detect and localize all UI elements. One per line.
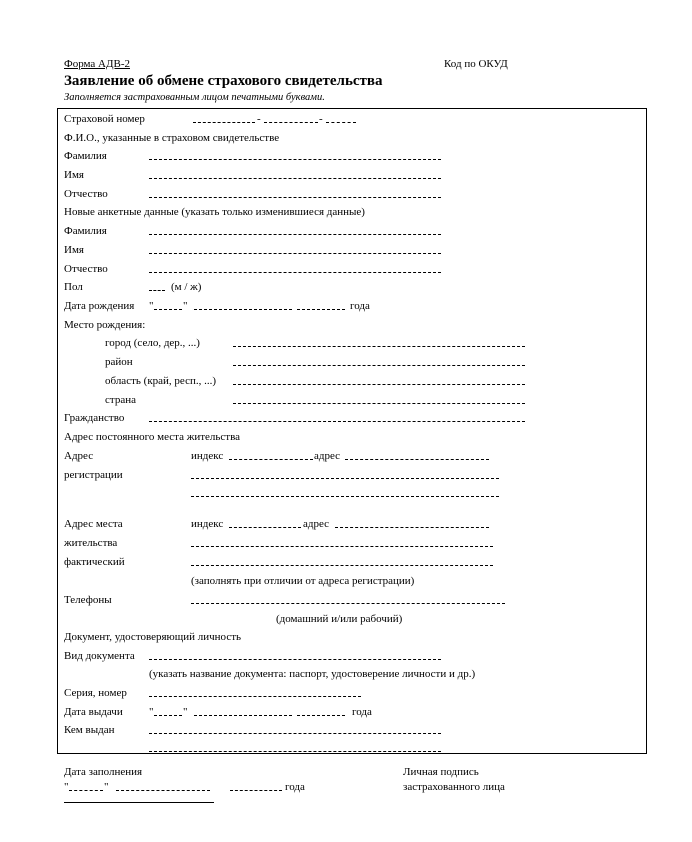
reg-address-field-1[interactable] [345, 451, 489, 460]
reg-address-label-2: регистрации [64, 469, 123, 481]
birth-date-label: Дата рождения [64, 300, 135, 312]
reg-index-label: индекс [191, 450, 224, 462]
insurance-number-part2[interactable] [264, 114, 318, 123]
patronymic-field[interactable] [149, 189, 441, 198]
page-title: Заявление об обмене страхового свидетельства [64, 73, 383, 89]
surname-field[interactable] [149, 151, 441, 160]
page-subtitle: Заполняется застрахованным лицом печатными буквами. [64, 92, 325, 103]
actual-address-label-1: Адрес места [64, 518, 123, 530]
city-label: город (село, дер., ...) [105, 337, 200, 349]
sex-hint: (м / ж) [171, 281, 202, 293]
city-field[interactable] [233, 338, 525, 347]
series-number-label: Серия, номер [64, 687, 127, 699]
insurance-number-part1[interactable] [193, 114, 255, 123]
new-data-heading: Новые анкетные данные (указать только изменившиеся данные) [64, 206, 365, 218]
name-label: Имя [64, 169, 84, 181]
fill-date-label: Дата заполнения [64, 766, 143, 778]
sex-label: Пол [64, 281, 83, 293]
actual-index-field[interactable] [229, 519, 301, 528]
new-patronymic-label: Отчество [64, 263, 108, 275]
region-field[interactable] [233, 376, 525, 385]
signature-label-2: застрахованного лица [403, 781, 505, 793]
new-name-label: Имя [64, 244, 84, 256]
doc-type-label: Вид документа [64, 650, 135, 662]
region-label: область (край, респ., ...) [105, 375, 217, 387]
issue-year-field[interactable] [297, 707, 345, 716]
new-patronymic-field[interactable] [149, 264, 441, 273]
reg-address-field-2[interactable] [191, 470, 499, 479]
issue-date-close-quote: " [183, 706, 188, 718]
actual-address-label-3: фактический [64, 556, 125, 568]
phones-field[interactable] [191, 595, 505, 604]
reg-address-label-1: Адрес [64, 450, 94, 462]
insurance-dash-1: - [257, 113, 261, 125]
district-label: район [105, 356, 133, 368]
permanent-address-heading: Адрес постоянного места жительства [64, 431, 241, 443]
phones-hint: (домашний и/или рабочий) [276, 613, 403, 625]
fill-year-field[interactable] [230, 782, 282, 791]
issued-by-field-1[interactable] [149, 725, 441, 734]
actual-address-label-2: жительства [64, 537, 118, 549]
birth-place-heading: Место рождения: [64, 319, 146, 331]
fill-month-field[interactable] [116, 782, 210, 791]
issue-date-label: Дата выдачи [64, 706, 123, 718]
new-surname-field[interactable] [149, 226, 441, 235]
patronymic-label: Отчество [64, 188, 108, 200]
birth-day-field[interactable] [154, 301, 182, 310]
issue-day-field[interactable] [154, 707, 182, 716]
fill-date-underline [64, 802, 214, 803]
citizenship-label: Гражданство [64, 412, 125, 424]
series-number-field[interactable] [149, 688, 361, 697]
fill-year-word: года [285, 781, 305, 793]
country-field[interactable] [233, 395, 525, 404]
doc-type-field[interactable] [149, 651, 441, 660]
country-label: страна [105, 394, 136, 406]
issued-by-label: Кем выдан [64, 724, 115, 736]
phones-label: Телефоны [64, 594, 112, 606]
id-document-heading: Документ, удостоверяющий личность [64, 631, 242, 643]
signature-label-1: Личная подпись [403, 766, 479, 778]
actual-address-field-3[interactable] [191, 557, 493, 566]
new-surname-label: Фамилия [64, 225, 107, 237]
reg-index-field[interactable] [229, 451, 313, 460]
birth-date-open-quote: " [149, 300, 154, 312]
sex-field[interactable] [149, 282, 165, 291]
fio-heading: Ф.И.О., указанные в страховом свидетельстве [64, 132, 280, 144]
citizenship-field[interactable] [149, 413, 525, 422]
surname-label: Фамилия [64, 150, 107, 162]
issue-month-field[interactable] [194, 707, 292, 716]
insurance-dash-2: - [319, 113, 323, 125]
doc-type-hint: (указать название документа: паспорт, удостоверение личности и др.) [149, 668, 476, 680]
issued-by-field-2[interactable] [149, 743, 441, 752]
birth-year-field[interactable] [297, 301, 345, 310]
birth-month-field[interactable] [194, 301, 292, 310]
reg-address-field-3[interactable] [191, 488, 499, 497]
actual-address-word: адрес [303, 518, 330, 530]
new-name-field[interactable] [149, 245, 441, 254]
insurance-number-label: Страховой номер [64, 113, 145, 125]
actual-index-label: индекс [191, 518, 224, 530]
insurance-number-check[interactable] [326, 114, 356, 123]
okud-code: Код по ОКУД [444, 58, 508, 70]
fill-day-field[interactable] [69, 782, 103, 791]
district-field[interactable] [233, 357, 525, 366]
form-code: Форма АДВ-2 [64, 58, 130, 70]
actual-address-field-2[interactable] [191, 538, 493, 547]
reg-address-word: адрес [314, 450, 341, 462]
issue-date-open-quote: " [149, 706, 154, 718]
name-field[interactable] [149, 170, 441, 179]
issue-year-word: года [352, 706, 372, 718]
actual-address-field-1[interactable] [335, 519, 489, 528]
birth-date-close-quote: " [183, 300, 188, 312]
fill-date-open-quote: " [64, 781, 69, 793]
birth-year-word: года [350, 300, 370, 312]
actual-address-hint: (заполнять при отличии от адреса регистрации) [191, 575, 415, 587]
fill-date-close-quote: " [104, 781, 109, 793]
